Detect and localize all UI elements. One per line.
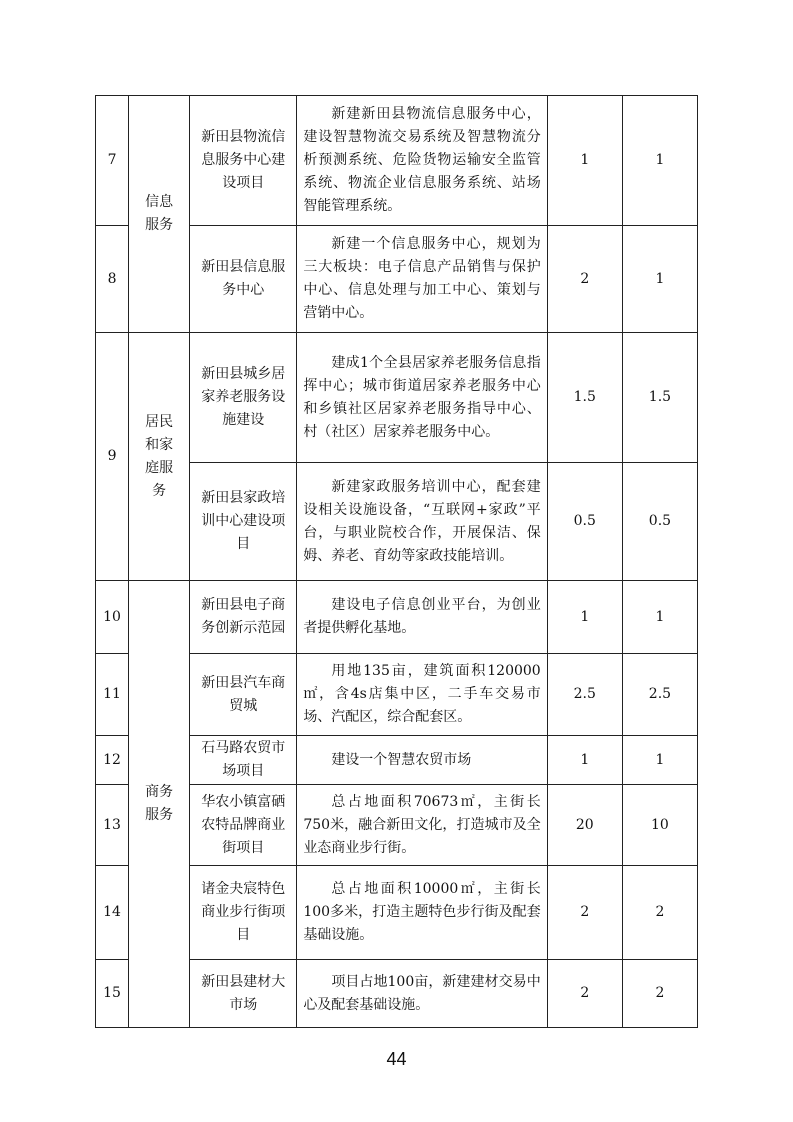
- table-row: [96, 96, 698, 226]
- value-1: 0.5: [547, 463, 622, 581]
- category-cell: [129, 96, 190, 333]
- value-2: 1: [622, 581, 697, 654]
- page-number: 44: [386, 1049, 407, 1069]
- project-description: 新建一个信息服务中心，规划为三大板块：电子信息产品销售与保护中心、信息处理与加工中心、策划与营销中心。: [297, 226, 547, 333]
- value-1: 1: [547, 96, 622, 226]
- project-name: 新田县信息服务中心: [190, 226, 297, 333]
- project-name: 新田县电子商务创新示范园: [190, 581, 297, 654]
- value-2: 1.5: [622, 333, 697, 463]
- project-name: 石马路农贸市场项目: [190, 736, 297, 785]
- value-1: 1: [547, 581, 622, 654]
- value-2: 2.5: [622, 654, 697, 736]
- row-number: 11: [96, 654, 129, 736]
- project-description: 用地135亩，建筑面积120000㎡，含4s店集中区，二手车交易市场、汽配区，综合配套区。: [297, 654, 547, 736]
- value-1: 2.5: [547, 654, 622, 736]
- value-2: 2: [622, 960, 697, 1028]
- project-description: 建成1个全县居家养老服务信息指挥中心；城市街道居家养老服务中心和乡镇社区居家养老服务指导中心、村（社区）居家养老服务中心。: [297, 333, 547, 463]
- project-name: 新田县物流信息服务中心建设项目: [190, 96, 297, 226]
- value-1: 2: [547, 226, 622, 333]
- category-label: 信息服务: [145, 194, 174, 233]
- value-2: 0.5: [622, 463, 697, 581]
- row-number: 13: [96, 785, 129, 866]
- value-2: 2: [622, 866, 697, 960]
- table-row: [96, 581, 698, 654]
- project-name: 新田县汽车商贸城: [190, 654, 297, 736]
- category-label: 商务服务: [145, 784, 174, 823]
- row-number: 7: [96, 96, 129, 226]
- row-number: 10: [96, 581, 129, 654]
- project-description: 总占地面积10000㎡，主街长100多米，打造主题特色步行街及配套基础设施。: [297, 866, 547, 960]
- category-cell: [129, 333, 190, 581]
- value-1: 2: [547, 960, 622, 1028]
- row-number: 9: [96, 333, 129, 581]
- project-description: 新建家政服务培训中心，配套建设相关设施设备，“互联网+家政”平台，与职业院校合作，开展保洁、保姆、养老、育幼等家政技能培训。: [297, 463, 547, 581]
- row-number: 8: [96, 226, 129, 333]
- project-description: 项目占地100亩，新建建材交易中心及配套基础设施。: [297, 960, 547, 1028]
- project-name: 新田县城乡居家养老服务设施建设: [190, 333, 297, 463]
- row-number: 15: [96, 960, 129, 1028]
- project-name: 诸金夬宸特色商业步行街项目: [190, 866, 297, 960]
- value-2: 1: [622, 96, 697, 226]
- row-number: 12: [96, 736, 129, 785]
- value-2: 10: [622, 785, 697, 866]
- project-table: [95, 95, 698, 1028]
- category-cell: [129, 581, 190, 1028]
- project-description: 总占地面积70673㎡，主街长750米，融合新田文化，打造城市及全业态商业步行街。: [297, 785, 547, 866]
- value-1: 2: [547, 866, 622, 960]
- project-name: 华农小镇富硒农特品牌商业街项目: [190, 785, 297, 866]
- value-1: 1.5: [547, 333, 622, 463]
- value-1: 1: [547, 736, 622, 785]
- row-number: 14: [96, 866, 129, 960]
- value-2: 1: [622, 226, 697, 333]
- project-description: 建设一个智慧农贸市场: [297, 736, 547, 785]
- table-row: [96, 333, 698, 463]
- category-label: 居民和家庭服务: [145, 413, 174, 499]
- project-name: 新田县家政培训中心建设项目: [190, 463, 297, 581]
- project-name: 新田县建材大市场: [190, 960, 297, 1028]
- project-description: 建设电子信息创业平台，为创业者提供孵化基地。: [297, 581, 547, 654]
- value-1: 20: [547, 785, 622, 866]
- value-2: 1: [622, 736, 697, 785]
- project-description: 新建新田县物流信息服务中心，建设智慧物流交易系统及智慧物流分析预测系统、危险货物运输安全监管系统、物流企业信息服务系统、站场智能管理系统。: [297, 96, 547, 226]
